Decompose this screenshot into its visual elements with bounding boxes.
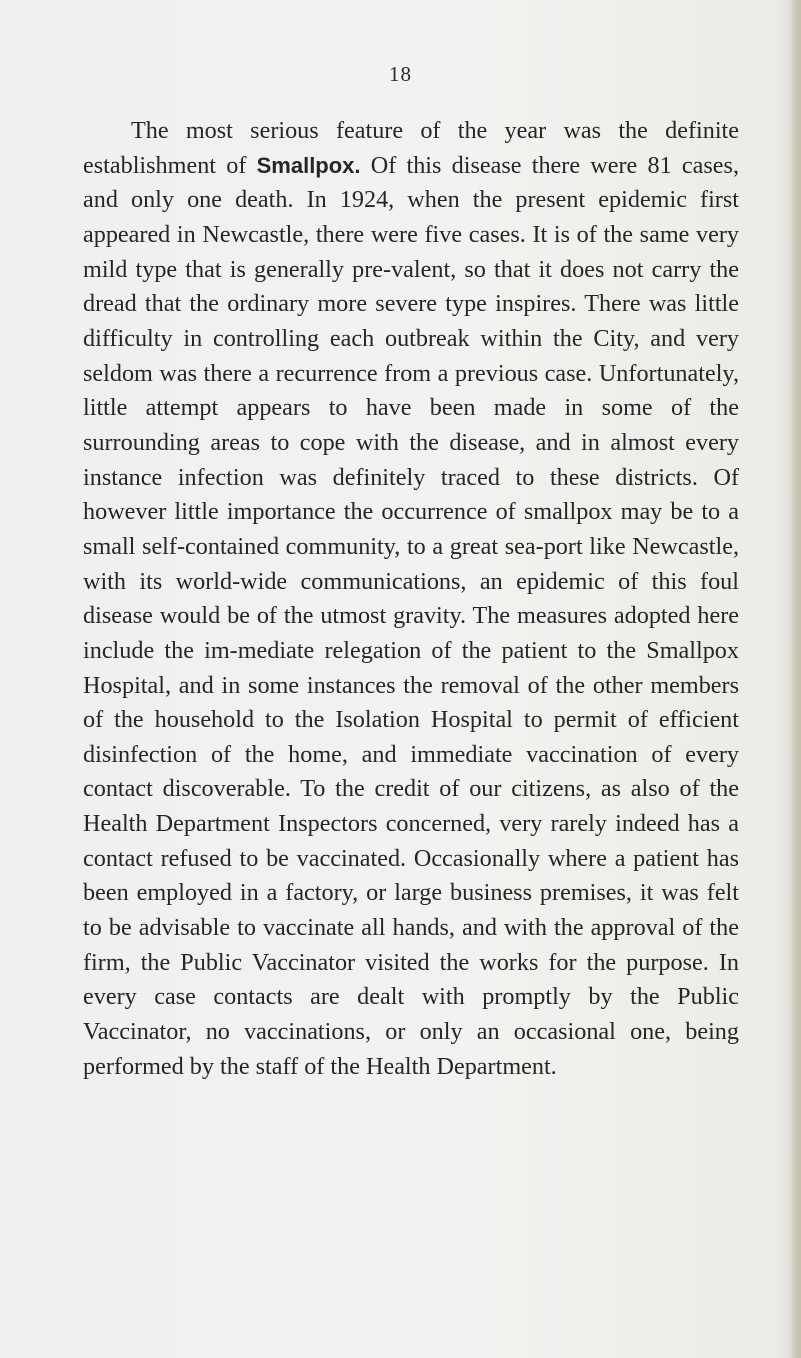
body-paragraph <box>83 114 739 1084</box>
bold-term-smallpox: Smallpox. <box>256 152 361 178</box>
paragraph-text-start: The most serious feature of the year was the definite establishment of <box>83 117 739 179</box>
page-number: 18 <box>389 62 412 86</box>
paragraph-text-continued: Of this disease there were 81 cases, and only one death. In 1924, when the present epidemic first appeared in Newcastle, there were five cases. It is of the same very mild type that is generally pre-valent, so that it does not carry the dread that the ordinary more severe type inspires. There was little difficulty in controlling each outbreak within the City, and very seldom was there a recurrence from a previous case. Unfortunately, little attempt appears to have been made in some of the surrounding areas to cope with the disease, and in almost every instance infection was definitely traced to these districts. Of however little importance the occurrence of smallpox may be to a small self-contained community, to a great sea-port like Newcastle, with its world-wide communications, an epidemic of this foul disease would be of the utmost gravity. The measures adopted here include the im-mediate relegation of the patient to the Smallpox Hospital, and in some instances the removal of the other members of the household to the Isolation Hospital to permit of efficient disinfection of the home, and immediate vaccination of every contact discoverable. To the credit of our citizens, as also of the Health Department Inspectors concerned, very rarely indeed has a contact refused to be vaccinated. Occasionally where a patient has been employed in a factory, or large business premises, it was felt to be advisable to vaccinate all hands, and with the approval of the firm, the Public Vaccinator visited the works for the purpose. In every case contacts are dealt with promptly by the Public Vaccinator, no vaccinations, or only an occasional one, being performed by the staff of the Health Department. <box>83 151 740 1080</box>
page-edge-shadow <box>789 0 801 1358</box>
